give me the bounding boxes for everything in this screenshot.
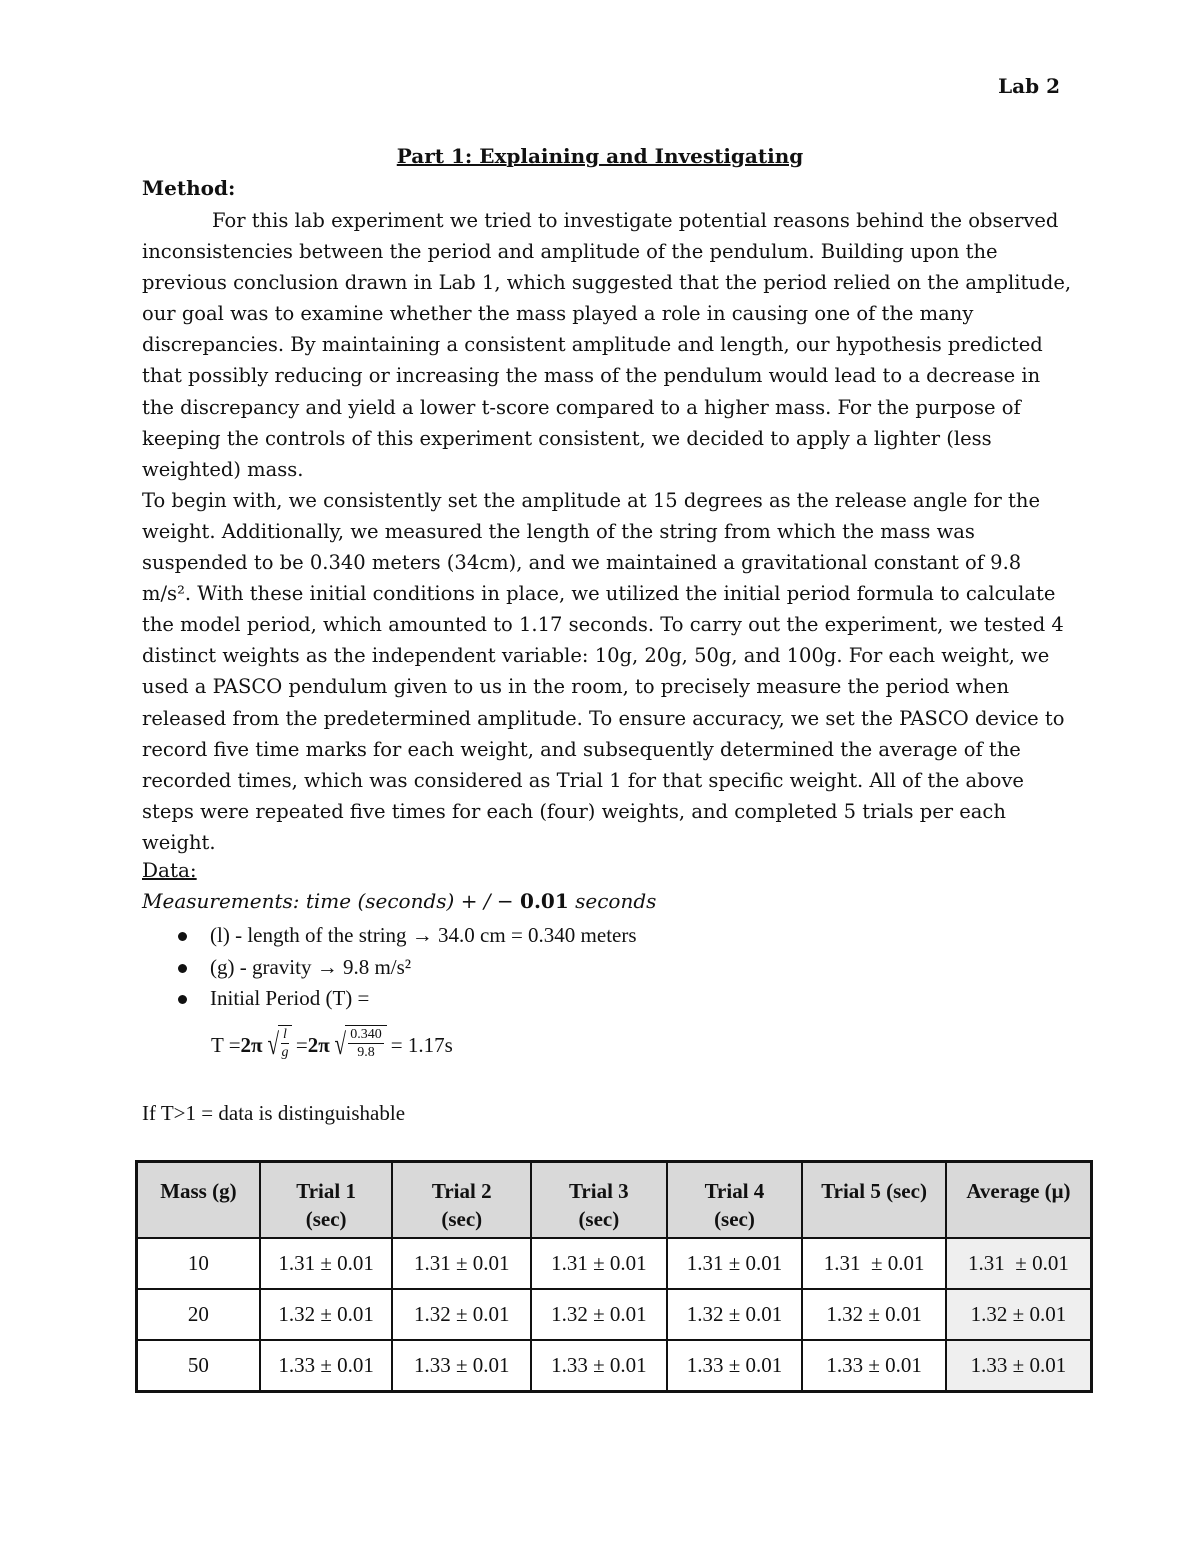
table-header-row xyxy=(137,1162,1092,1238)
cell-mass: 10 xyxy=(137,1238,260,1289)
cell-trial: 1.32 ± 0.01 xyxy=(667,1289,803,1340)
method-body xyxy=(142,205,1072,858)
list-item: (g) - gravity → 9.8 m/s² xyxy=(172,952,637,984)
table-row xyxy=(137,1289,1092,1340)
formula-equals: = xyxy=(295,1032,308,1057)
list-item: (l) - length of the string → 34.0 cm = 0.340 meters xyxy=(172,920,637,952)
measurements-suffix: seconds xyxy=(568,889,657,913)
cell-trial: 1.33 ± 0.01 xyxy=(260,1340,393,1392)
cell-trial: 1.32 ± 0.01 xyxy=(260,1289,393,1340)
fraction-numerator: 0.340 xyxy=(350,1027,382,1042)
cell-trial: 1.33 ± 0.01 xyxy=(392,1340,531,1392)
measurement-list xyxy=(172,920,637,1015)
table-row xyxy=(137,1340,1092,1392)
method-paragraph-1: For this lab experiment we tried to investigate potential reasons behind the observed inconsistencies between the period and amplitude of the pendulum. Building upon the previous conclusion drawn in Lab 1, which suggested that the period relied on the amplitude, our goal was to examine whether the mass played a role in causing one of the many discrepancies. By maintaining a consistent amplitude and length, our hypothesis predicted that possibly reducing or increasing the mass of the pendulum would lead to a decrease in the discrepancy and yield a lower t-score compared to a higher mass. For the purpose of keeping the controls of this experiment consistent, we decided to apply a lighter (less weighted) mass. xyxy=(142,209,1072,481)
radical-sign: √ xyxy=(267,1028,279,1061)
results-table xyxy=(135,1160,1093,1393)
measurements-prefix: Measurements: time (seconds) + / − xyxy=(142,889,521,913)
header-trial-1: Trial 1 (sec) xyxy=(260,1162,393,1238)
fraction-denominator: g xyxy=(281,1045,289,1060)
cell-trial: 1.32 ± 0.01 xyxy=(802,1289,946,1340)
header-mass: Mass (g) xyxy=(137,1162,260,1238)
section-title: Part 1: Explaining and Investigating xyxy=(396,144,804,168)
measurements-uncertainty: 0.01 xyxy=(520,889,569,913)
cell-trial: 1.32 ± 0.01 xyxy=(531,1289,667,1340)
list-item: Initial Period (T) = xyxy=(172,983,637,1015)
table-row xyxy=(137,1238,1092,1289)
formula-lhs: T = xyxy=(211,1032,241,1057)
cell-trial: 1.31 ± 0.01 xyxy=(802,1238,946,1289)
method-paragraph-2: To begin with, we consistently set the amplitude at 15 degrees as the release angle for the weight. Additionally, we measured the length of the string from which the mass was suspended to be 0.340 meters (34cm), and we maintained a gravitational constant of 9.8 m/s². With these initial conditions in place, we utilized the initial period formula to calculate the model period, which amounted to 1.17 seconds. To carry out the experiment, we tested 4 distinct weights as the independent variable: 10g, 20g, 50g, and 100g. For each weight, we used a PASCO pendulum given to us in the room, to precisely measure the period when released from the predetermined amplitude. To ensure accuracy, we set the PASCO device to record five time marks for each weight, and subsequently determined the average of the recorded times, which was considered as Trial 1 for that specific weight. All of the above steps were repeated five times for each (four) weights, and completed 5 trials per each weight. xyxy=(142,488,1065,854)
data-heading: Data: xyxy=(142,858,197,882)
sqrt-l-over-g xyxy=(265,1025,292,1065)
page-header-label: Lab 2 xyxy=(998,74,1060,98)
cell-mass: 50 xyxy=(137,1340,260,1392)
cell-average: 1.32 ± 0.01 xyxy=(946,1289,1092,1340)
cell-average: 1.33 ± 0.01 xyxy=(946,1340,1092,1392)
cell-trial: 1.31 ± 0.01 xyxy=(260,1238,393,1289)
header-average: Average (μ) xyxy=(946,1162,1092,1238)
fraction xyxy=(278,1025,292,1065)
header-trial-4: Trial 4 (sec) xyxy=(667,1162,803,1238)
cell-trial: 1.31 ± 0.01 xyxy=(667,1238,803,1289)
formula-two-pi: 2π xyxy=(240,1032,263,1057)
cell-trial: 1.33 ± 0.01 xyxy=(531,1340,667,1392)
header-trial-3: Trial 3 (sec) xyxy=(531,1162,667,1238)
cell-trial: 1.33 ± 0.01 xyxy=(802,1340,946,1392)
cell-trial: 1.32 ± 0.01 xyxy=(392,1289,531,1340)
fraction-denominator: 9.8 xyxy=(357,1045,375,1060)
cell-trial: 1.33 ± 0.01 xyxy=(667,1340,803,1392)
cell-average: 1.31 ± 0.01 xyxy=(946,1238,1092,1289)
sqrt-values xyxy=(332,1025,387,1065)
cell-trial: 1.31 ± 0.01 xyxy=(531,1238,667,1289)
formula-two-pi-2: 2π xyxy=(307,1032,330,1057)
fraction xyxy=(345,1025,387,1065)
formula-result: = 1.17s xyxy=(390,1032,453,1057)
cell-mass: 20 xyxy=(137,1289,260,1340)
period-formula xyxy=(211,1022,453,1068)
fraction-numerator: l xyxy=(283,1027,287,1042)
method-heading: Method: xyxy=(142,176,236,200)
distinguishable-note: If T>1 = data is distinguishable xyxy=(142,1101,406,1125)
header-trial-2: Trial 2 (sec) xyxy=(392,1162,531,1238)
cell-trial: 1.31 ± 0.01 xyxy=(392,1238,531,1289)
measurements-line xyxy=(142,889,656,913)
header-trial-5: Trial 5 (sec) xyxy=(802,1162,946,1238)
radical-sign: √ xyxy=(334,1028,346,1061)
